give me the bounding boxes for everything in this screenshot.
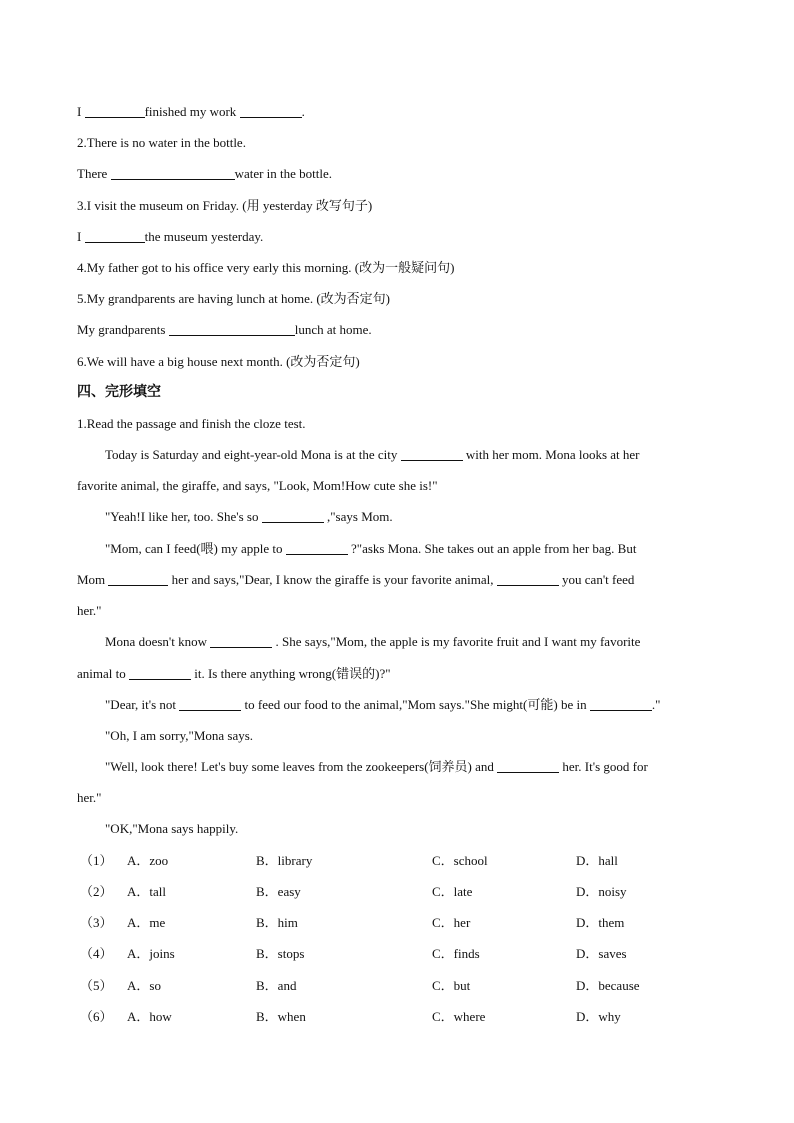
option-row [77, 884, 717, 900]
option-a[interactable]: A．me [127, 915, 166, 930]
option-c[interactable]: C．where [432, 1009, 486, 1024]
blank[interactable] [262, 510, 324, 523]
text: Today is Saturday and eight-year-old Mona is at the city [105, 447, 401, 462]
option-a[interactable]: A．tall [127, 884, 166, 899]
text: ,"says Mom. [323, 509, 393, 524]
option-row [77, 1009, 717, 1025]
question-5: 5.My grandparents are having lunch at home. (改为否定句) [77, 291, 391, 306]
question-number: （3） [80, 915, 113, 930]
passage-line [105, 509, 393, 525]
question-number: （2） [80, 884, 113, 899]
text: animal to [77, 666, 129, 681]
text: I [77, 229, 85, 244]
text: "Mom, can I feed(喂) my apple to [105, 541, 286, 556]
question-4: 4.My father got to his office very early this morning. (改为一般疑问句) [77, 260, 455, 275]
passage-line [105, 634, 640, 650]
text: ?"asks Mona. She takes out an apple from her bag. But [347, 541, 637, 556]
option-b[interactable]: B．easy [256, 884, 301, 899]
option-a[interactable]: A．so [127, 978, 161, 993]
text: to feed our food to the animal,"Mom says."She might(可能) be in [241, 697, 590, 712]
option-a[interactable]: A．joins [127, 946, 175, 961]
text: "Yeah!I like her, too. She's so [105, 509, 262, 524]
text: . [301, 104, 305, 119]
passage-line [105, 541, 636, 557]
passage-line: "Oh, I am sorry,"Mona says. [105, 728, 254, 743]
passage-line: favorite animal, the giraffe, and says, "Look, Mom!How cute she is!" [77, 478, 438, 493]
option-b[interactable]: B．when [256, 1009, 306, 1024]
option-d[interactable]: D．saves [576, 946, 627, 961]
option-c[interactable]: C．but [432, 978, 471, 993]
text: ." [651, 697, 661, 712]
option-d[interactable]: D．hall [576, 853, 618, 868]
text: "Dear, it's not [105, 697, 180, 712]
passage-line: "OK,"Mona says happily. [105, 821, 239, 836]
question-2: 2.There is no water in the bottle. [77, 135, 246, 150]
blank[interactable] [286, 542, 348, 555]
text: her. It's good for [559, 759, 648, 774]
option-a[interactable]: A．zoo [127, 853, 169, 868]
text: I [77, 104, 85, 119]
blank[interactable] [210, 635, 272, 648]
option-d[interactable]: D．noisy [576, 884, 627, 899]
question-3: 3.I visit the museum on Friday. (用 yesterday 改写句子) [77, 198, 373, 213]
blank[interactable] [129, 667, 191, 680]
passage-line: her." [77, 603, 102, 618]
question-number: （6） [80, 1009, 113, 1024]
blank[interactable] [108, 573, 168, 586]
option-a[interactable]: A．how [127, 1009, 172, 1024]
text: you can't feed [558, 572, 635, 587]
question-number: （1） [80, 853, 113, 868]
section-title: 四、完形填空 [77, 384, 161, 400]
option-row [77, 946, 717, 962]
option-d[interactable]: D．because [576, 978, 640, 993]
passage-line [77, 572, 634, 588]
question-number: （5） [80, 978, 113, 993]
blank[interactable] [85, 105, 145, 118]
blank[interactable] [497, 573, 559, 586]
option-c[interactable]: C．her [432, 915, 471, 930]
blank[interactable] [590, 698, 652, 711]
cloze-instruction: 1.Read the passage and finish the cloze test. [77, 416, 306, 431]
option-c[interactable]: C．late [432, 884, 473, 899]
blank[interactable] [179, 698, 241, 711]
text: her and says,"Dear, I know the giraffe is your favorite animal, [168, 572, 497, 587]
option-b[interactable]: B．and [256, 978, 297, 993]
blank[interactable] [111, 167, 235, 180]
blank[interactable] [240, 105, 302, 118]
text: Mom [77, 572, 109, 587]
blank[interactable] [401, 448, 463, 461]
option-b[interactable]: B．stops [256, 946, 305, 961]
passage-line: her." [77, 790, 102, 805]
text: My grandparents [77, 322, 169, 337]
question-6: 6.We will have a big house next month. (改为否定句) [77, 354, 360, 369]
text: Mona doesn't know [105, 634, 211, 649]
option-c[interactable]: C．finds [432, 946, 480, 961]
text: with her mom. Mona looks at her [462, 447, 640, 462]
answer-line-5 [77, 322, 372, 338]
passage-line [105, 759, 648, 775]
answer-line-1 [77, 104, 305, 120]
option-d[interactable]: D．them [576, 915, 625, 930]
option-d[interactable]: D．why [576, 1009, 621, 1024]
option-b[interactable]: B．him [256, 915, 298, 930]
option-row [77, 978, 717, 994]
option-row [77, 853, 717, 869]
question-number: （4） [80, 946, 113, 961]
text: water in the bottle. [234, 166, 333, 181]
passage-line [105, 447, 640, 463]
blank[interactable] [169, 323, 295, 336]
text: it. Is there anything wrong(错误的)?" [191, 666, 391, 681]
option-b[interactable]: B．library [256, 853, 313, 868]
text: lunch at home. [294, 322, 372, 337]
text: There [77, 166, 111, 181]
answer-line-2 [77, 166, 332, 182]
passage-line [105, 697, 660, 713]
option-c[interactable]: C．school [432, 853, 488, 868]
text: the museum yesterday. [144, 229, 264, 244]
option-row [77, 915, 717, 931]
text: finished my work [144, 104, 240, 119]
answer-line-3 [77, 229, 263, 245]
blank[interactable] [85, 230, 145, 243]
passage-line [77, 666, 391, 682]
text: "Well, look there! Let's buy some leaves from the zookeepers(饲养员) and [105, 759, 498, 774]
text: . She says,"Mom, the apple is my favorite fruit and I want my favorite [272, 634, 641, 649]
blank[interactable] [497, 760, 559, 773]
